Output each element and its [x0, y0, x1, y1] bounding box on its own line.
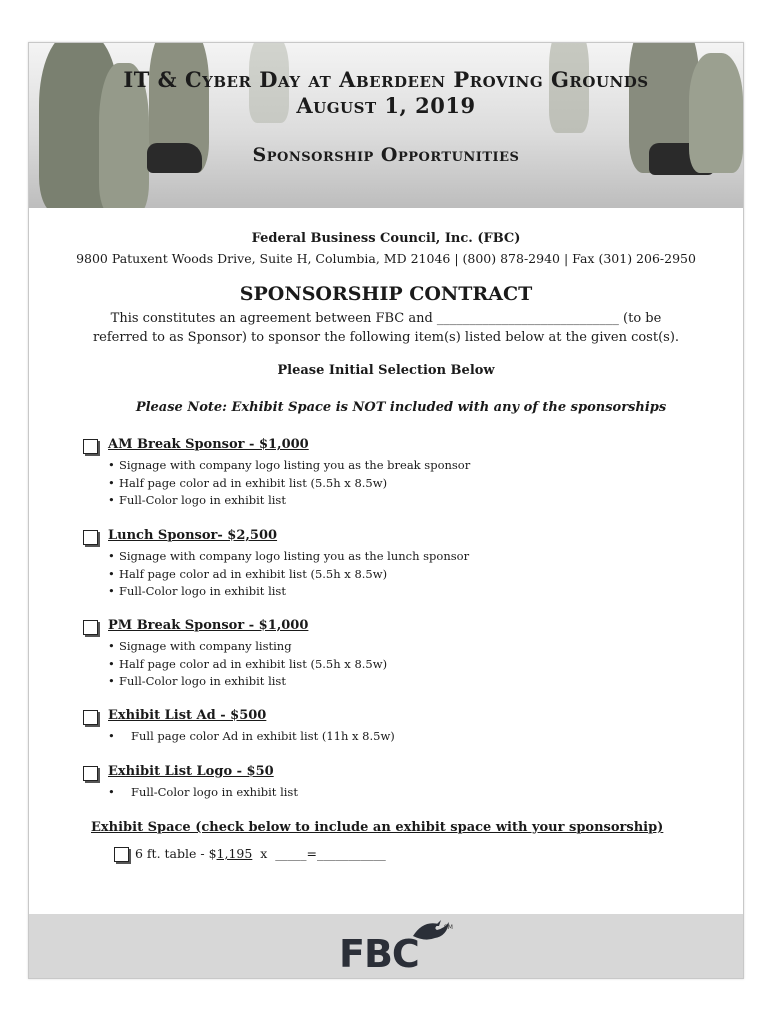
benefit-list: [108, 728, 395, 746]
initial-instruction: Please Initial Selection Below: [277, 363, 495, 378]
benefit-list: [108, 457, 470, 510]
exhibit-list-ad-checkbox[interactable]: [83, 710, 98, 725]
fbc-logo: [339, 920, 459, 976]
exhibit-table-checkbox[interactable]: [114, 847, 129, 862]
pm-break-checkbox[interactable]: [83, 620, 98, 635]
event-date: August 1, 2019: [296, 93, 476, 118]
list-item: • Half page color ad in exhibit list (5.5h x 8.5w): [108, 566, 388, 581]
list-item: • Full-Color logo in exhibit list: [108, 493, 286, 507]
list-item: • Signage with company logo listing you as the break sponsor: [108, 458, 471, 472]
document-page: [28, 42, 744, 979]
list-item: • Full page color Ad in exhibit list (11h x 8.5w): [108, 729, 395, 743]
list-item: • Full-Color logo in exhibit list: [108, 674, 286, 688]
am-break-checkbox[interactable]: [83, 439, 98, 454]
list-item: • Half page color ad in exhibit list (5.5h x 8.5w): [108, 475, 388, 490]
list-item: • Signage with company listing: [108, 639, 292, 653]
service-mark: SM: [444, 924, 453, 931]
exhibit-table-text: 6 ft. table - $1,195 x _____=___________: [135, 846, 386, 861]
benefit-list: [108, 548, 469, 601]
event-title: IT & Cyber Day at Aberdeen Proving Grounds: [123, 67, 649, 92]
list-item: • Half page color ad in exhibit list (5.5h x 8.5w): [108, 656, 388, 671]
contract-title: SPONSORSHIP CONTRACT: [239, 283, 533, 305]
organization-name: Federal Business Council, Inc. (FBC): [251, 231, 521, 246]
list-item: • Full-Color logo in exhibit list: [108, 785, 298, 799]
sponsorship-title: Exhibit List Ad - $500: [108, 708, 267, 723]
sponsorship-title: AM Break Sponsor - $1,000: [108, 437, 309, 452]
exhibit-list-logo-checkbox[interactable]: [83, 766, 98, 781]
benefit-list: [108, 638, 387, 691]
table-price: 1,195: [216, 846, 253, 861]
agreement-line-2: referred to as Sponsor) to sponsor the following item(s) listed below at the given cost(s).: [92, 330, 680, 345]
sponsorship-title: Lunch Sponsor- $2,500: [108, 528, 278, 543]
list-item: • Full-Color logo in exhibit list: [108, 584, 286, 598]
agreement-line-1: This constitutes an agreement between FBC and ____________________________ (to be: [110, 311, 662, 326]
list-item: • Signage with company logo listing you as the lunch sponsor: [108, 549, 470, 563]
sponsorship-title: PM Break Sponsor - $1,000: [108, 618, 309, 633]
banner-subtitle: Sponsorship Opportunities: [252, 144, 520, 166]
benefit-list: [108, 784, 298, 802]
organization-address: 9800 Patuxent Woods Drive, Suite H, Columbia, MD 21046 | (800) 878-2940 | Fax (301) 206-2950: [76, 251, 696, 266]
sponsorship-title: Exhibit List Logo - $50: [108, 764, 274, 779]
footer-band: [29, 914, 743, 978]
exhibit-space-heading: Exhibit Space (check below to include an exhibit space with your sponsorship): [91, 820, 664, 835]
exhibit-note: Please Note: Exhibit Space is NOT included with any of the sponsorships: [135, 400, 667, 415]
logo-text: FBC: [339, 932, 419, 976]
agreement-text: [89, 309, 683, 347]
lunch-checkbox[interactable]: [83, 530, 98, 545]
header-banner: [29, 43, 743, 208]
